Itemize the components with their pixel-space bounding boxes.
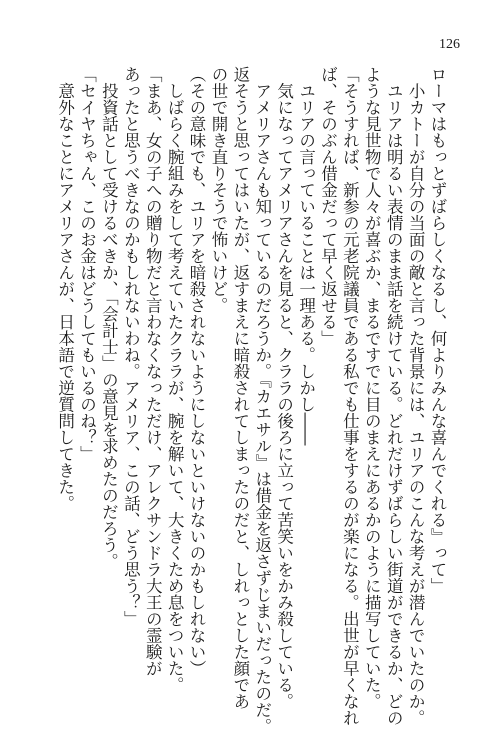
- text-line: 気になってアメリアさんを見ると、クララの後ろに立って苦笑いをかみ殺している。: [274, 66, 294, 710]
- text-line: （その意味でも、ユリアを暗殺されないようにしないといけないのかもしれない）: [187, 66, 207, 677]
- text-line: 「そうすれば、新参の元老院議員である私でも仕事をするのが楽になる。出世が早くなれ: [340, 66, 360, 726]
- text-line: 小カトーが自分の当面の敵と言った背景には、ユリアのこんな考えが潜んでいたのか。: [406, 66, 426, 726]
- text-line: ような見世物で人々が喜ぶか、まるですでに目のまえにあるかのように描写していた。: [362, 66, 382, 710]
- page-number: 126: [439, 37, 460, 52]
- text-line: 意外なことにアメリアさんが、日本語で逆質問してきた。: [55, 66, 75, 512]
- vertical-text-body: [54, 66, 448, 734]
- text-line: 返そうと思ってはいたが、返すまえに暗殺されてしまったのだと、しれっとした顔であ: [230, 66, 250, 710]
- text-line: アメリアさんも知っているのだろうか。『カエサル』は借金を返さずじまいだったのだ。: [252, 66, 272, 734]
- text-line: 「まあ、女の子への贈り物だと言わなくなっただけ、アレクサンドラ大王の霊験が: [143, 66, 163, 677]
- text-line: 投資話として受けるべきか、「会計士」の意見を求めたのだろう。: [99, 66, 119, 570]
- text-line: の世で開き直りそうで怖いけど。: [208, 66, 228, 314]
- text-line: しばらく腕組みをして考えていたクララが、腕を解いて、大きくため息をついた。: [165, 66, 185, 693]
- text-line: 「セイヤちゃん、このお金はどうしてもいるのね？」: [77, 66, 97, 462]
- text-line: ユリアの言っていることは一理ある。しかし――: [296, 66, 316, 446]
- text-line: ユリアは明るい表情のまま話を続けている。どれだけずばらしい街道ができるか、どの: [384, 66, 404, 726]
- text-line: ローマはもっとずばらしくなるし、何よりみんな喜んでくれる』って」: [428, 66, 447, 594]
- text-line: ば、そのぶん借金だって早く返せる」: [318, 66, 338, 347]
- text-line: あったと思うべきなのかもしれないわね。アメリア、この話、どう思う？」: [121, 66, 141, 627]
